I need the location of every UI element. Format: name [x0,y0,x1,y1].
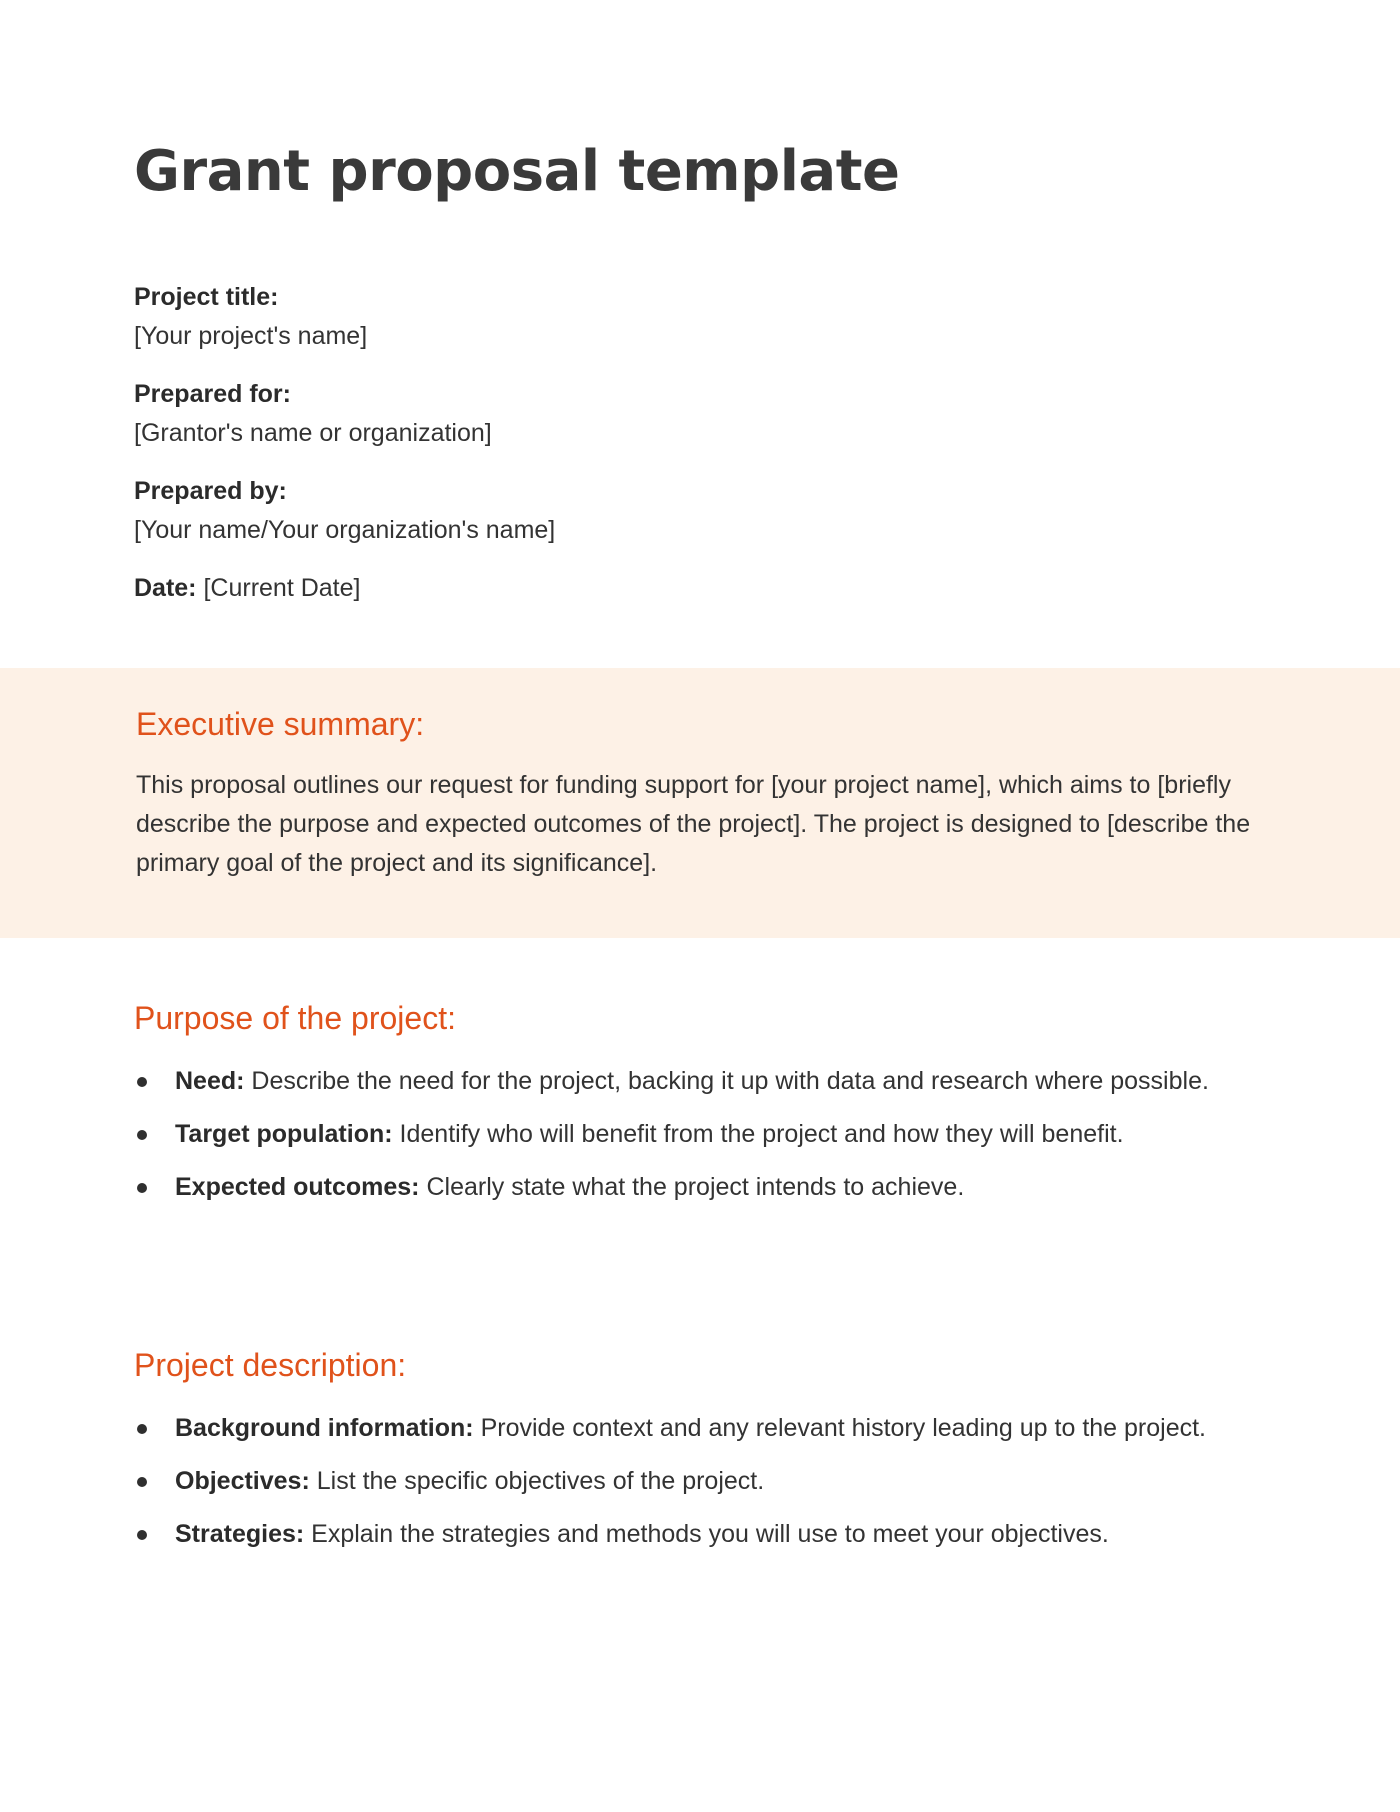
date-block [134,569,1234,608]
bullet-text: List the specific objectives of the project. [316,1466,765,1495]
bullet-label: Target population: [175,1119,393,1148]
bullet-text: Provide context and any relevant history leading up to the project. [480,1413,1207,1442]
bullet-icon [137,1477,147,1487]
prepared-for-block [134,375,1234,453]
bullet-label: Objectives: [175,1466,310,1495]
bullet-label: Expected outcomes: [175,1172,420,1201]
bullet-label: Background information: [175,1413,474,1442]
list-item [134,1115,1215,1154]
bullet-icon [137,1130,147,1140]
proposal-meta [134,278,1234,627]
bullet-text: Describe the need for the project, backing it up with data and research where possible. [251,1066,1209,1095]
project-title-label: Project title: [134,283,279,311]
date-value: [Current Date] [203,574,361,602]
description-list [134,1409,1254,1554]
list-item [134,1062,1215,1101]
bullet-icon [137,1530,147,1540]
bullet-text: Clearly state what the project intends to achieve. [426,1172,965,1201]
description-heading: Project description: [134,1347,407,1383]
bullet-label: Strategies: [175,1519,305,1548]
prepared-for-value: [Grantor's name or organization] [134,419,492,447]
prepared-by-value: [Your name/Your organization's name] [134,516,556,544]
bullet-label: Need: [175,1066,245,1095]
purpose-section [134,998,1254,1221]
list-item [134,1409,1215,1448]
purpose-heading: Purpose of the project: [134,1000,456,1036]
prepared-for-label: Prepared for: [134,380,291,408]
prepared-by-block [134,472,1234,550]
description-section [134,1345,1254,1568]
executive-summary-heading: Executive summary: [136,706,425,742]
bullet-text: Identify who will benefit from the project and how they will benefit. [399,1119,1124,1148]
bullet-icon [137,1077,147,1087]
bullet-text: Explain the strategies and methods you will use to meet your objectives. [311,1519,1109,1548]
page-title: Grant proposal template [134,139,900,204]
executive-summary-section [0,668,1400,938]
purpose-list [134,1062,1254,1207]
bullet-icon [137,1424,147,1434]
date-label: Date: [134,574,197,602]
executive-summary-content [136,704,1276,883]
executive-summary-text: This proposal outlines our request for funding support for [your project name], which aims to [briefly describe the purpose and expected outcomes of the project]. The project is designed to [describe the primary goal of the project and its significance]. [136,770,1251,877]
list-item [134,1168,1215,1207]
prepared-by-label: Prepared by: [134,477,287,505]
bullet-icon [137,1183,147,1193]
list-item [134,1462,1215,1501]
project-title-block [134,278,1234,356]
project-title-value: [Your project's name] [134,322,368,350]
list-item [134,1515,1215,1554]
